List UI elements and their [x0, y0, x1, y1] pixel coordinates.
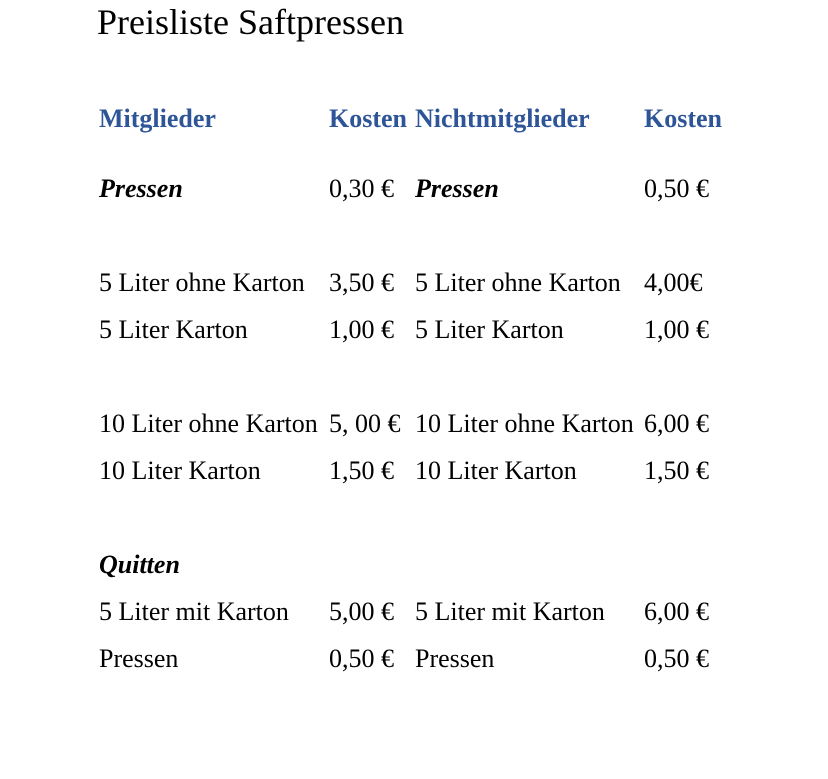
table-row — [95, 172, 730, 205]
header-cost-members: Kosten — [329, 104, 407, 133]
member-price: 0,50 € — [329, 644, 394, 673]
member-label: 5 Liter ohne Karton — [99, 268, 305, 297]
nonmember-price: 1,50 € — [644, 456, 709, 485]
header-nonmembers: Nichtmitglieder — [415, 104, 590, 133]
page-title: Preisliste Saftpressen — [97, 2, 404, 42]
nonmember-label: 10 Liter ohne Karton — [415, 409, 634, 438]
nonmember-price: 1,00 € — [644, 315, 709, 344]
member-label: 10 Liter ohne Karton — [99, 409, 318, 438]
table-row — [95, 595, 730, 628]
member-price: 0,30 € — [329, 174, 394, 203]
member-price: 5,00 € — [329, 597, 394, 626]
member-label: Pressen — [99, 174, 183, 203]
nonmember-price: 6,00 € — [644, 597, 709, 626]
nonmember-price: 6,00 € — [644, 409, 709, 438]
member-price: 5, 00 € — [329, 409, 401, 438]
nonmember-label: 5 Liter Karton — [415, 315, 564, 344]
table-header-row — [95, 95, 730, 149]
price-table — [95, 95, 730, 675]
nonmember-label: 5 Liter mit Karton — [415, 597, 605, 626]
section-heading-row — [95, 548, 730, 581]
member-price: 1,00 € — [329, 315, 394, 344]
nonmember-label: Pressen — [415, 644, 495, 673]
nonmember-label: 5 Liter ohne Karton — [415, 268, 621, 297]
member-label: Pressen — [99, 644, 179, 673]
nonmember-label: 10 Liter Karton — [415, 456, 577, 485]
nonmember-price: 0,50 € — [644, 174, 709, 203]
table-row — [95, 266, 730, 299]
member-label: 10 Liter Karton — [99, 456, 261, 485]
table-row — [95, 407, 730, 440]
member-price: 3,50 € — [329, 268, 394, 297]
member-label: 5 Liter Karton — [99, 315, 248, 344]
table-row — [95, 313, 730, 346]
member-label: 5 Liter mit Karton — [99, 597, 289, 626]
section-heading: Quitten — [99, 550, 180, 579]
nonmember-label: Pressen — [415, 174, 499, 203]
nonmember-price: 0,50 € — [644, 644, 709, 673]
member-price: 1,50 € — [329, 456, 394, 485]
nonmember-price: 4,00€ — [644, 268, 703, 297]
table-row — [95, 642, 730, 675]
header-cost-nonmembers: Kosten — [644, 104, 722, 133]
header-members: Mitglieder — [99, 104, 216, 133]
table-row — [95, 454, 730, 487]
